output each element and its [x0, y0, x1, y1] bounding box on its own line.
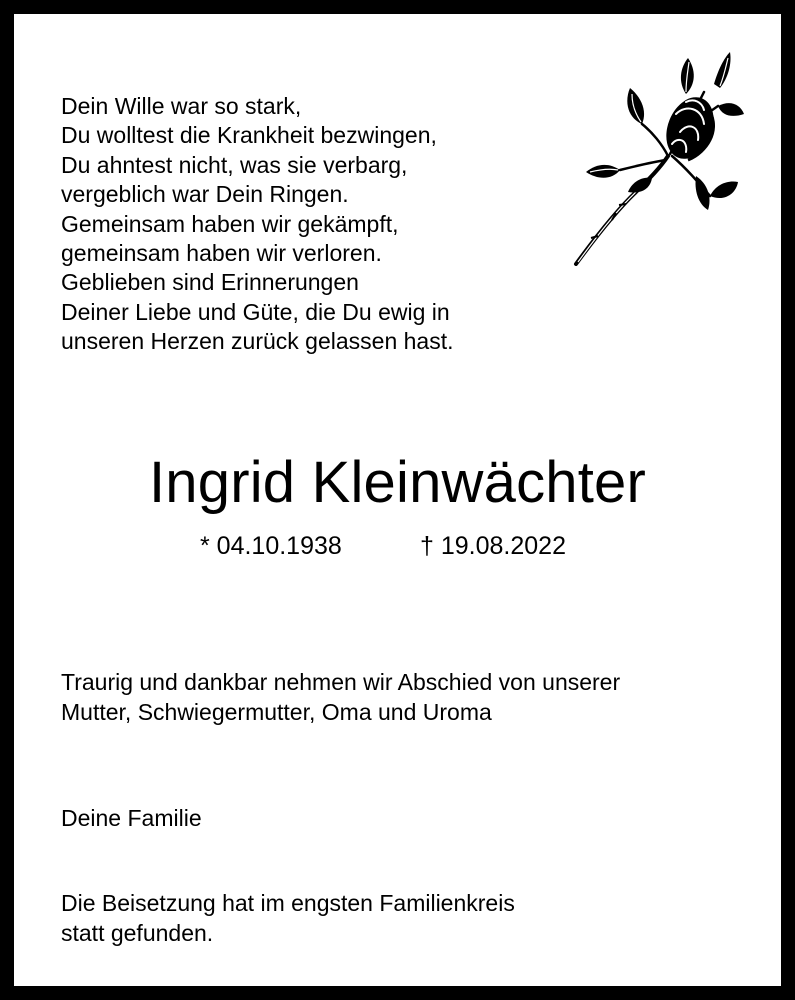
poem-line: gemeinsam haben wir verloren. — [61, 240, 382, 267]
poem-line: Deiner Liebe und Güte, die Du ewig in — [61, 298, 450, 325]
rose-icon — [568, 44, 744, 266]
burial-line: Die Beisetzung hat im engsten Familienkreis — [61, 890, 515, 916]
farewell-line: Mutter, Schwiegermutter, Oma und Uroma — [61, 698, 492, 725]
burial-note — [61, 889, 515, 948]
signature: Deine Familie — [61, 805, 202, 831]
farewell-text — [61, 668, 620, 727]
birth-date: * 04.10.1938 — [200, 532, 342, 560]
poem-line: Geblieben sind Erinnerungen — [61, 269, 359, 296]
burial-line: statt gefunden. — [61, 919, 214, 946]
poem-line: unseren Herzen zurück gelassen hast. — [61, 328, 454, 355]
poem — [61, 92, 601, 357]
death-date: † 19.08.2022 — [420, 532, 566, 560]
farewell-line: Traurig und dankbar nehmen wir Abschied von unserer — [61, 669, 621, 695]
poem-line: Du wolltest die Krankheit bezwingen, — [61, 122, 437, 149]
poem-line: Gemeinsam haben wir gekämpft, — [61, 210, 399, 237]
deceased-name: Ingrid Kleinwächter — [148, 450, 647, 515]
poem-line: vergeblich war Dein Ringen. — [61, 181, 349, 208]
poem-line: Du ahntest nicht, was sie verbarg, — [61, 151, 408, 178]
poem-line: Dein Wille war so stark, — [61, 93, 302, 119]
